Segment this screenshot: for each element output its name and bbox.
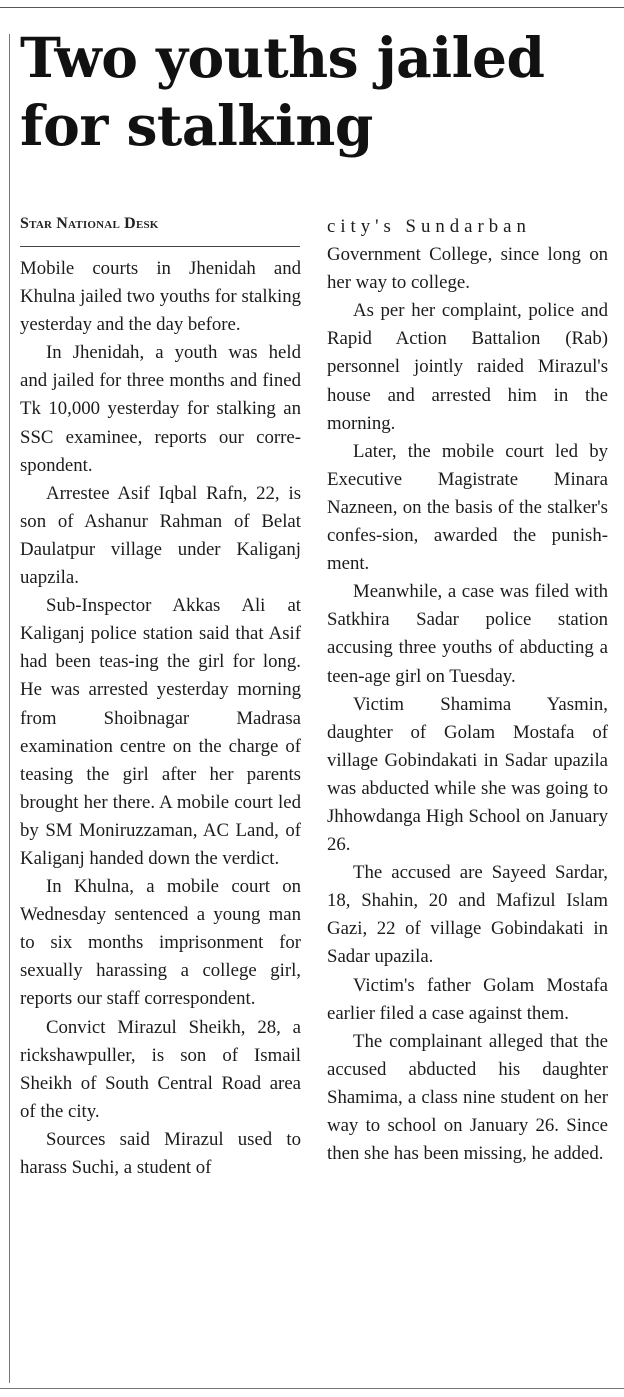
article-headline: Two youths jailed for stalking — [20, 25, 545, 158]
paragraph: Victim Shamima Yasmin, daughter of Golam Mostafa of village Gobindakati in Sadar upazila was abducted while she was going to Jhhowdanga High School on January 26. — [327, 693, 608, 856]
paragraph: Meanwhile, a case was filed with Satkhira Sadar police station accusing three youths of abducting a teen-age girl on Tuesday. — [327, 581, 608, 687]
paragraph: In Jhenidah, a youth was held and jailed for three months and fined Tk 10,000 yesterday for stalking an SSC examinee, reports our corre-spondent. — [20, 342, 301, 476]
byline-rule — [20, 246, 300, 247]
paragraph: Convict Mirazul Sheikh, 28, a rickshawpuller, is son of Ismail Sheikh of South Central Road area of the city. — [20, 1016, 301, 1122]
byline: Star National Desk — [20, 215, 159, 232]
paragraph: The accused are Sayeed Sardar, 18, Shahin, 20 and Mafizul Islam Gazi, 22 of village Gobindakati in Sadar upazila. — [327, 862, 608, 968]
paragraph: Sub-Inspector Akkas Ali at Kaliganj police station said that Asif had been teas-ing the girl for long. He was arrested yesterday morning from Shoibnagar Madrasa examination centre on the charge of teasing the girl after her parents brought her there. A mobile court led by SM Moniruzzaman, AC Land, of Kaliganj handed down the verdict. — [20, 595, 301, 869]
left-column — [20, 255, 301, 1182]
paragraph: Mobile courts in Jhenidah and Khulna jailed two youths for stalking yesterday and the day before. — [20, 258, 301, 336]
paragraph: Arrestee Asif Iqbal Rafn, 22, is son of Ashanur Rahman of Belat Daulatpur village under Kaliganj uapzila. — [20, 482, 301, 589]
column-border-rule — [9, 34, 10, 1383]
paragraph: As per her complaint, police and Rapid Action Battalion (Rab) personnel jointly raided Mirazul's house and arrested him in the morning. — [327, 300, 608, 434]
paragraph: Government College, since long on her way to college. — [327, 244, 608, 294]
paragraph: The complainant alleged that the accused abducted his daughter Shamima, a class nine student on her way to school on January 26. Since then she has been missing, he added. — [327, 1030, 608, 1165]
top-rule — [0, 7, 624, 8]
paragraph: Victim's father Golam Mostafa earlier filed a case against them. — [327, 974, 608, 1024]
paragraph: In Khulna, a mobile court on Wednesday sentenced a young man to six months imprisonment for sexually harassing a college girl, reports our staff correspondent. — [20, 876, 301, 1010]
paragraph: Sources said Mirazul used to harass Suchi, a student of — [20, 1128, 301, 1178]
paragraph: Later, the mobile court led by Executive Magistrate Minara Nazneen, on the basis of the stalker's confes-sion, awarded the punish-ment. — [327, 440, 608, 575]
right-column — [327, 213, 608, 1168]
paragraph: city's Sundarban — [327, 216, 531, 237]
bottom-rule — [0, 1388, 624, 1389]
